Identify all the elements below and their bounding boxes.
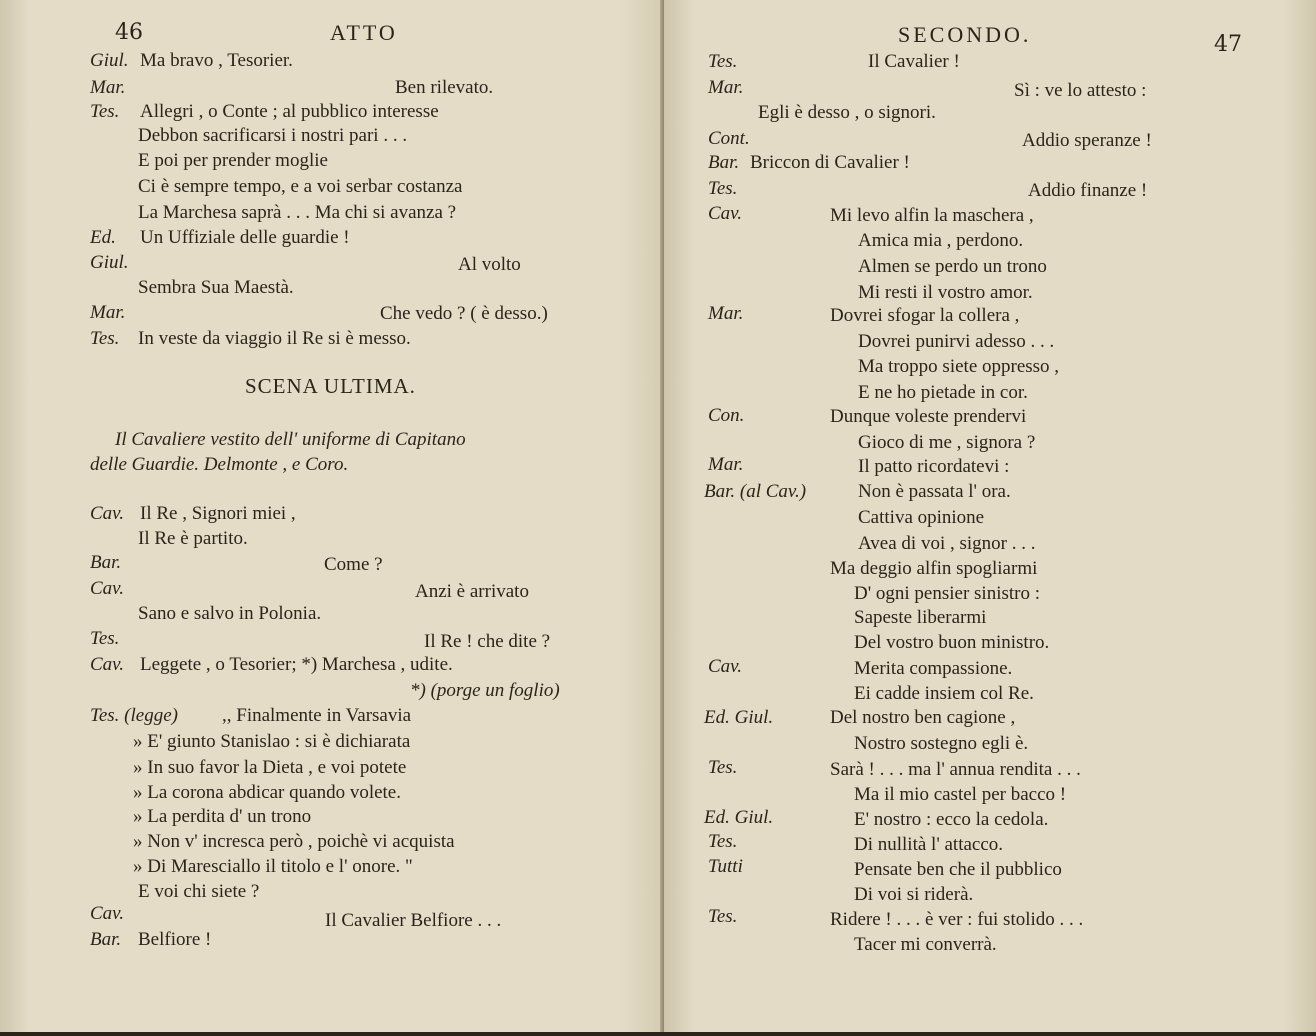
- speaker-label: Tes.: [708, 51, 738, 72]
- verse-line: Di nullità l' attacco.: [854, 834, 1004, 855]
- speaker-label: Cav.: [708, 656, 742, 677]
- scene-title: SCENA ULTIMA.: [245, 374, 416, 398]
- verse-line: Il Re è partito.: [138, 528, 248, 549]
- verse-line: Il patto ricordatevi :: [858, 456, 1010, 477]
- speaker-label: Ed.: [90, 227, 116, 248]
- verse-line: Almen se perdo un trono: [858, 256, 1047, 277]
- verse-line: D' ogni pensier sinistro :: [854, 583, 1041, 604]
- speaker-label: Tes.: [708, 757, 738, 778]
- speaker-label: Cav.: [708, 203, 742, 224]
- verse-line: Sano e salvo in Polonia.: [138, 603, 322, 624]
- verse-line: Ma deggio alfin spogliarmi: [830, 558, 1038, 579]
- verse-line: Che vedo ? ( è desso.): [380, 303, 548, 324]
- verse-line: Leggete , o Tesorier; *) Marchesa , udite.: [140, 654, 453, 675]
- verse-line: Al volto: [458, 254, 521, 275]
- running-head: ATTO: [330, 20, 398, 45]
- verse-line: Dunque voleste prendervi: [830, 406, 1027, 427]
- speaker-label: Mar.: [90, 77, 126, 98]
- verse-line: E' nostro : ecco la cedola.: [854, 809, 1049, 830]
- verse-line: » E' giunto Stanislao : si è dichiarata: [133, 731, 411, 752]
- verse-line: Come ?: [324, 554, 383, 575]
- page-number: 47: [1214, 32, 1242, 57]
- speaker-label: Bar.: [708, 152, 740, 173]
- speaker-label: Giul.: [90, 50, 129, 71]
- speaker-label: Tes. (legge): [90, 705, 178, 726]
- verse-line: Il Re , Signori miei ,: [140, 503, 296, 524]
- speaker-label: Giul.: [90, 252, 129, 273]
- verse-line: Pensate ben che il pubblico: [854, 859, 1062, 880]
- verse-line: Il Cavalier !: [868, 51, 960, 72]
- right-page: [664, 0, 1316, 1036]
- speaker-label: Mar.: [90, 302, 126, 323]
- speaker-label: Tes.: [90, 101, 120, 122]
- verse-line: Anzi è arrivato: [415, 581, 529, 602]
- speaker-label: Cont.: [708, 128, 750, 149]
- verse-line: Avea di voi , signor . . .: [858, 533, 1036, 554]
- speaker-label: Mar.: [708, 454, 744, 475]
- verse-line: Dovrei sfogar la collera ,: [830, 305, 1020, 326]
- verse-line: Ma il mio castel per bacco !: [854, 784, 1067, 805]
- verse-line: Allegri , o Conte ; al pubblico interesse: [140, 101, 439, 122]
- verse-line: Egli è desso , o signori.: [758, 102, 936, 123]
- speaker-label: Bar.: [90, 552, 122, 573]
- speaker-label: Tes.: [708, 906, 738, 927]
- speaker-label: Tes.: [708, 178, 738, 199]
- speaker-label: Con.: [708, 405, 745, 426]
- verse-line: Non è passata l' ora.: [858, 481, 1011, 502]
- verse-line: Cattiva opinione: [858, 507, 985, 528]
- bottom-edge: [0, 1032, 1316, 1036]
- speaker-label: Cav.: [90, 578, 124, 599]
- speaker-label: Tes.: [90, 328, 120, 349]
- verse-line: E voi chi siete ?: [138, 881, 260, 902]
- verse-line: E poi per prender moglie: [138, 150, 328, 171]
- verse-line: Sembra Sua Maestà.: [138, 277, 294, 298]
- verse-line: Ma troppo siete oppresso ,: [858, 356, 1060, 377]
- speaker-label: Cav.: [90, 654, 124, 675]
- verse-line: La Marchesa saprà . . . Ma chi si avanza ?: [138, 202, 457, 223]
- speaker-label: Bar. (al Cav.): [704, 481, 807, 502]
- verse-line: Belfiore !: [138, 929, 212, 950]
- verse-line: E ne ho pietade in cor.: [858, 382, 1028, 403]
- verse-line: Amica mia , perdono.: [858, 230, 1024, 251]
- verse-line: Del vostro buon ministro.: [854, 632, 1050, 653]
- verse-line: Gioco di me , signora ?: [858, 432, 1036, 453]
- verse-line: Merita compassione.: [854, 658, 1013, 679]
- verse-line: Il Re ! che dite ?: [424, 631, 551, 652]
- verse-line: ,, Finalmente in Varsavia: [222, 705, 412, 726]
- speaker-label: Cav.: [90, 503, 124, 524]
- verse-line: Sarà ! . . . ma l' annua rendita . . .: [830, 759, 1081, 780]
- verse-line: Ma bravo , Tesorier.: [140, 50, 293, 71]
- verse-line: Il Cavalier Belfiore . . .: [325, 910, 502, 931]
- speaker-label: Mar.: [708, 303, 744, 324]
- speaker-label: Tes.: [90, 628, 120, 649]
- verse-line: » In suo favor la Dieta , e voi potete: [133, 757, 407, 778]
- stage-note: *) (porge un foglio): [410, 680, 560, 701]
- speaker-label: Ed. Giul.: [704, 707, 774, 728]
- verse-line: Addio finanze !: [1028, 180, 1148, 201]
- verse-line: Mi resti il vostro amor.: [858, 282, 1033, 303]
- verse-line: » La corona abdicar quando volete.: [133, 782, 401, 803]
- verse-line: Ridere ! . . . è ver : fui stolido . . .: [830, 909, 1084, 930]
- speaker-label: Tes.: [708, 831, 738, 852]
- verse-line: Di voi si riderà.: [854, 884, 974, 905]
- verse-line: Ci è sempre tempo, e a voi serbar costanza: [138, 176, 463, 197]
- verse-line: Nostro sostegno egli è.: [854, 733, 1029, 754]
- verse-line: Ben rilevato.: [395, 77, 494, 98]
- verse-line: In veste da viaggio il Re si è messo.: [138, 328, 411, 349]
- speaker-label: Cav.: [90, 903, 124, 924]
- verse-line: Addio speranze !: [1022, 130, 1152, 151]
- verse-line: Debbon sacrificarsi i nostri pari . . .: [138, 125, 408, 146]
- speaker-label: Mar.: [708, 77, 744, 98]
- verse-line: » Di Maresciallo il titolo e l' onore. ": [133, 856, 413, 877]
- verse-line: Dovrei punirvi adesso . . .: [858, 331, 1055, 352]
- verse-line: Ei cadde insiem col Re.: [854, 683, 1034, 704]
- verse-line: Del nostro ben cagione ,: [830, 707, 1016, 728]
- stage-direction: Il Cavaliere vestito dell' uniforme di Capitano: [115, 429, 466, 450]
- running-head: SECONDO.: [898, 22, 1032, 47]
- verse-line: Un Uffiziale delle guardie !: [140, 227, 350, 248]
- verse-line: Sapeste liberarmi: [854, 607, 987, 628]
- verse-line: Tacer mi converrà.: [854, 934, 997, 955]
- verse-line: Mi levo alfin la maschera ,: [830, 205, 1034, 226]
- verse-line: » Non v' incresca però , poichè vi acquista: [133, 831, 455, 852]
- speaker-label: Bar.: [90, 929, 122, 950]
- page-number: 46: [115, 20, 143, 45]
- verse-line: » La perdita d' un trono: [133, 806, 312, 827]
- verse-line: Sì : ve lo attesto :: [1014, 80, 1147, 101]
- stage-direction: delle Guardie. Delmonte , e Coro.: [90, 454, 349, 475]
- verse-line: Briccon di Cavalier !: [750, 152, 910, 173]
- speaker-label: Tutti: [708, 856, 743, 877]
- speaker-label: Ed. Giul.: [704, 807, 774, 828]
